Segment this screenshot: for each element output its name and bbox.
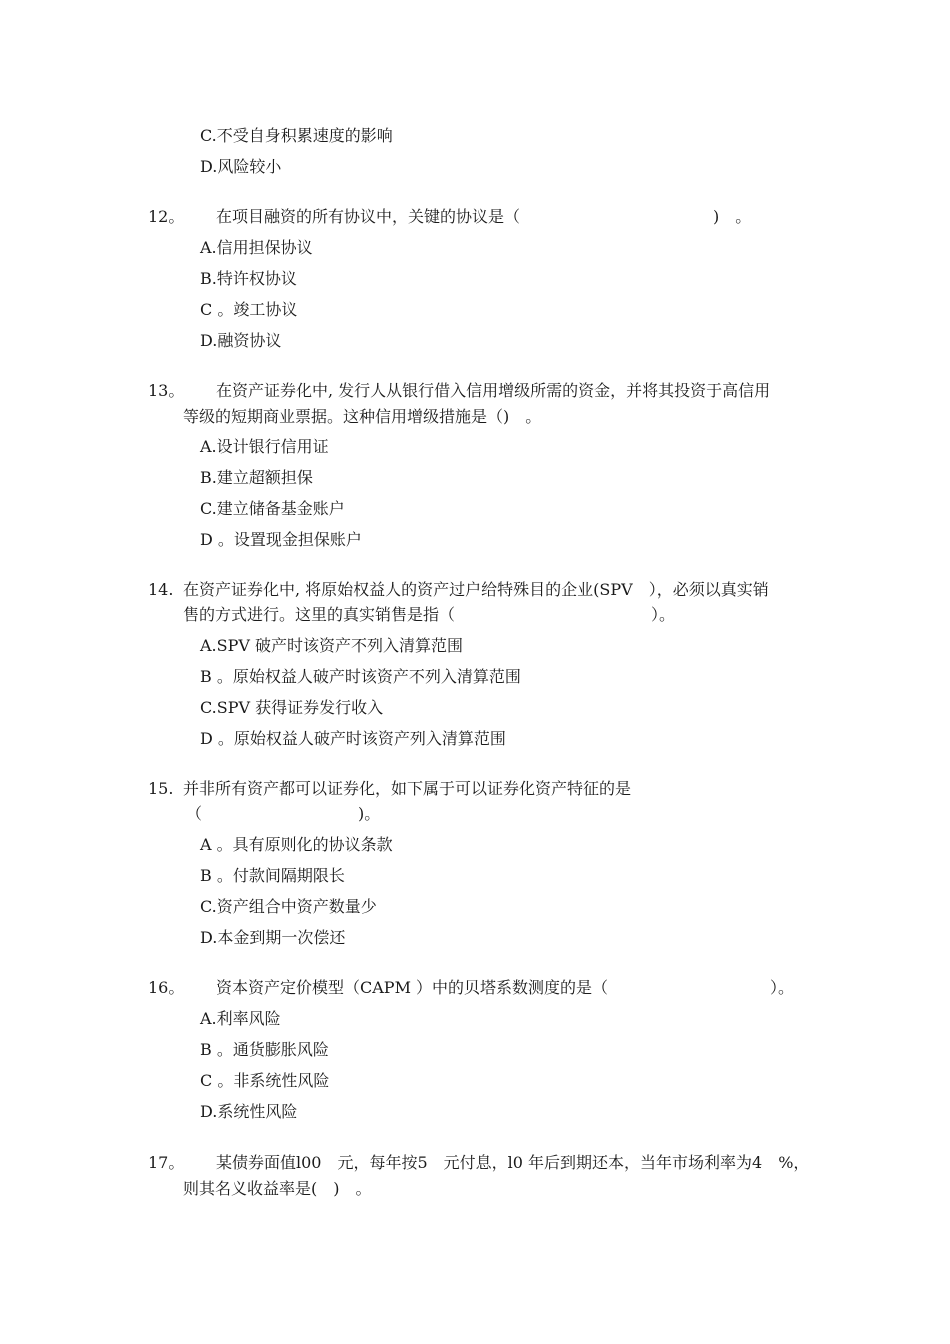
question-text: 并非所有资产都可以证券化，如下属于可以证券化资产特征的是 bbox=[183, 779, 632, 798]
option-b: B 。通货膨胀风险 bbox=[200, 1040, 329, 1059]
option-d: D.风险较小 bbox=[200, 157, 282, 176]
question-close: ) 。 bbox=[713, 207, 752, 226]
question-text: 在项目融资的所有协议中，关键的协议是（ bbox=[216, 207, 521, 226]
question-text: 某债券面值l00 元，每年按5 元付息，l0 年后到期还本，当年市场利率为4 %， bbox=[216, 1153, 810, 1172]
question-text: 资本资产定价模型（CAPM ）中的贝塔系数测度的是（ bbox=[216, 978, 609, 997]
question-text: 在资产证券化中, 发行人从银行借入信用增级所需的资金，并将其投资于高信用 bbox=[216, 381, 771, 400]
option-d: D.融资协议 bbox=[200, 331, 282, 350]
option-a: A.SPV 破产时该资产不列入清算范围 bbox=[200, 636, 464, 655]
option-c: C.建立储备基金账户 bbox=[200, 499, 345, 518]
option-d: D 。原始权益人破产时该资产列入清算范围 bbox=[200, 729, 506, 748]
option-c: C.不受自身积累速度的影响 bbox=[200, 126, 393, 145]
option-b: B 。付款间隔期限长 bbox=[200, 866, 345, 885]
option-a: A.信用担保协议 bbox=[200, 238, 313, 257]
option-a: A.设计银行信用证 bbox=[200, 437, 329, 456]
option-c: C.资产组合中资产数量少 bbox=[200, 897, 377, 916]
option-b: B.建立超额担保 bbox=[200, 468, 313, 487]
option-b: B 。原始权益人破产时该资产不列入清算范围 bbox=[200, 667, 521, 686]
question-close: )。 bbox=[358, 804, 381, 823]
option-c: C.SPV 获得证券发行收入 bbox=[200, 698, 384, 717]
option-d: D.系统性风险 bbox=[200, 1102, 298, 1121]
question-text-continued: 则其名义收益率是( ) 。 bbox=[183, 1179, 372, 1198]
question-number: 13。 bbox=[148, 381, 185, 400]
option-a: A.利率风险 bbox=[200, 1009, 281, 1028]
option-c: C 。竣工协议 bbox=[200, 300, 298, 319]
question-open: （ bbox=[186, 804, 203, 823]
question-number: 16。 bbox=[148, 978, 185, 997]
question-number: 15. bbox=[148, 779, 174, 798]
option-c: C 。非系统性风险 bbox=[200, 1071, 330, 1090]
option-a: A 。具有原则化的协议条款 bbox=[200, 835, 393, 854]
question-number: 14. bbox=[148, 580, 174, 599]
question-close: ）。 bbox=[770, 978, 795, 997]
question-close: ）。 bbox=[651, 605, 676, 624]
question-number: 17。 bbox=[148, 1153, 185, 1172]
option-d: D 。设置现金担保账户 bbox=[200, 530, 362, 549]
option-b: B.特许权协议 bbox=[200, 269, 297, 288]
option-d: D.本金到期一次偿还 bbox=[200, 928, 346, 947]
question-text-continued: 等级的短期商业票据。这种信用增级措施是（) 。 bbox=[183, 407, 542, 426]
question-text-continued: 售的方式进行。这里的真实销售是指（ bbox=[183, 605, 456, 624]
question-text: 在资产证券化中, 将原始权益人的资产过户给特殊目的企业(SPV ），必须以真实销 bbox=[183, 580, 769, 599]
question-number: 12。 bbox=[148, 207, 185, 226]
